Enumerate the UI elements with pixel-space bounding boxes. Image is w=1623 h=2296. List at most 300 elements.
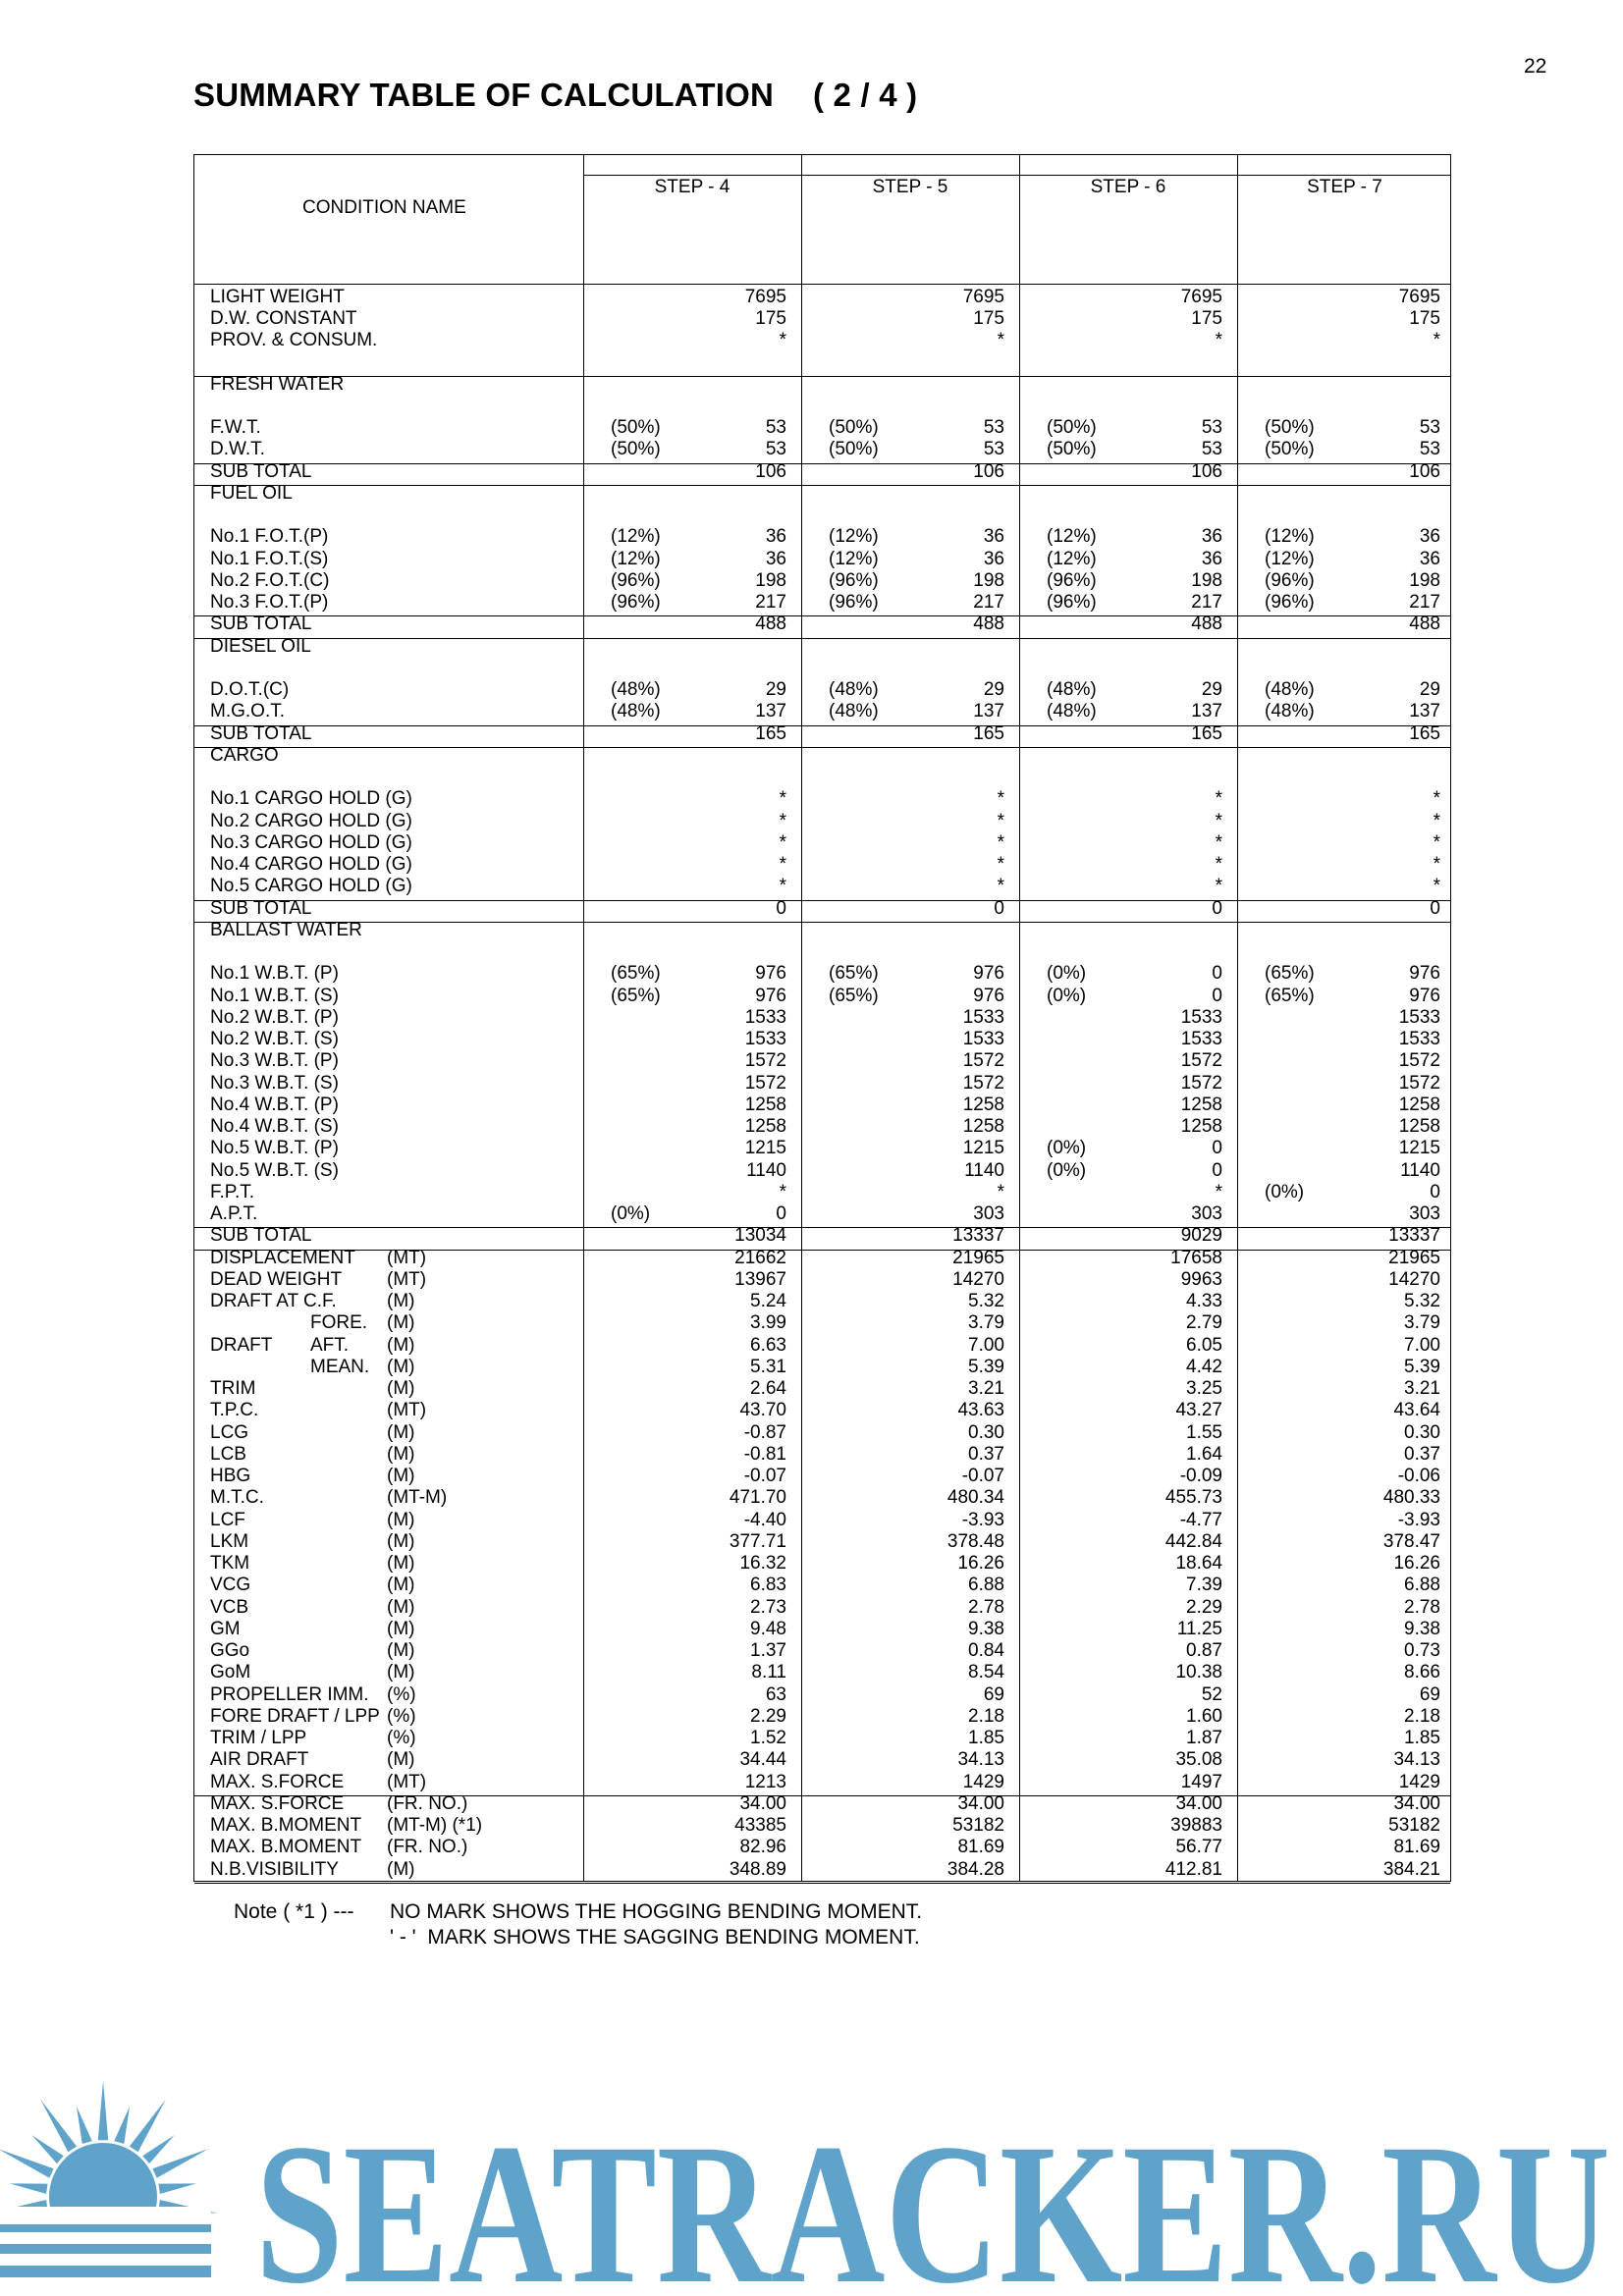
- row-label: F.W.T.: [210, 417, 261, 438]
- cell-percent: (50%): [1047, 439, 1097, 460]
- cell-value: *: [1215, 1181, 1222, 1202]
- note-label: Note ( *1 ) ---: [234, 1900, 354, 1923]
- row-unit: (M): [387, 1334, 415, 1356]
- cell-value: 81.69: [957, 1837, 1004, 1858]
- cell-value: 3.99: [750, 1312, 786, 1334]
- cell-value: 36: [1201, 526, 1222, 548]
- row-divider: [194, 376, 1450, 377]
- cell-value: 53: [983, 417, 1004, 438]
- cell-value: 13034: [734, 1225, 786, 1247]
- cell-value: 43.64: [1393, 1400, 1440, 1421]
- cell-value: 21965: [952, 1247, 1004, 1268]
- row-unit: (M): [387, 1640, 415, 1661]
- row-label: MAX. S.FORCE: [210, 1792, 345, 1814]
- cell-value: *: [779, 788, 786, 810]
- cell-value: 53: [1201, 417, 1222, 438]
- row-label: MAX. B.MOMENT: [210, 1815, 362, 1836]
- cell-value: 1140: [746, 1159, 786, 1181]
- cell-value: 1572: [1180, 1050, 1222, 1072]
- cell-value: 36: [983, 526, 1004, 548]
- cell-value: 1258: [744, 1116, 786, 1137]
- row-label: No.2 CARGO HOLD (G): [210, 810, 412, 831]
- watermark-text: SEATRACKER.RU: [255, 2103, 1610, 2296]
- cell-value: 0: [1430, 1181, 1440, 1202]
- row-label: DIESEL OIL: [210, 635, 311, 657]
- cell-value: 0: [994, 897, 1004, 919]
- cell-value: 165: [1191, 722, 1222, 744]
- cell-value: 3.25: [1186, 1378, 1222, 1399]
- cell-percent: (65%): [611, 963, 661, 985]
- summary-table: [193, 154, 1451, 1882]
- cell-value: *: [997, 788, 1004, 810]
- row-label: SUB TOTAL: [210, 614, 312, 635]
- row-unit: (M): [387, 1378, 415, 1399]
- cell-value: *: [1433, 810, 1440, 831]
- row-unit: (M): [387, 1858, 415, 1880]
- cell-value: 378.48: [947, 1530, 1004, 1552]
- cell-value: 13337: [952, 1225, 1004, 1247]
- cell-value: 1533: [1398, 1029, 1440, 1049]
- step-header: STEP - 7: [1307, 177, 1382, 197]
- cell-value: 2.79: [1186, 1312, 1222, 1334]
- row-label: No.1 F.O.T.(S): [210, 548, 329, 569]
- row-unit: (%): [387, 1683, 416, 1705]
- cell-value: 39883: [1170, 1815, 1222, 1836]
- cell-value: 4.33: [1186, 1291, 1222, 1311]
- cell-percent: (50%): [829, 417, 879, 438]
- cell-value: 1429: [1398, 1771, 1440, 1792]
- cell-value: 0: [1212, 963, 1222, 985]
- cell-value: 175: [1409, 307, 1440, 329]
- cell-value: 488: [755, 614, 786, 635]
- cell-value: 53: [983, 439, 1004, 460]
- cell-value: 471.70: [729, 1487, 786, 1509]
- row-label: SUB TOTAL: [210, 897, 312, 919]
- row-divider: [194, 1795, 1450, 1796]
- cell-value: *: [997, 1181, 1004, 1202]
- row-label: No.1 W.B.T. (S): [210, 985, 339, 1006]
- row-unit: (MT-M): [387, 1487, 448, 1509]
- cell-percent: (12%): [1265, 526, 1315, 548]
- cell-value: 1429: [962, 1771, 1004, 1792]
- cell-value: -0.09: [1179, 1466, 1222, 1486]
- cell-value: 17658: [1170, 1247, 1222, 1268]
- cell-value: 9029: [1180, 1225, 1222, 1247]
- seatracker-watermark: [0, 2059, 1623, 2296]
- cell-value: 43.70: [739, 1400, 786, 1421]
- cell-value: 1572: [744, 1072, 786, 1094]
- cell-value: 29: [1201, 679, 1222, 700]
- cell-value: 165: [973, 722, 1004, 744]
- cell-value: 1.55: [1186, 1421, 1222, 1443]
- cell-value: 1533: [1398, 1006, 1440, 1028]
- sun-ray: [114, 2107, 130, 2144]
- cell-value: 34.13: [957, 1749, 1004, 1771]
- sun-ray: [40, 2100, 77, 2152]
- row-divider: [194, 615, 1450, 616]
- cell-value: 1533: [962, 1006, 1004, 1028]
- cell-percent: (48%): [829, 679, 879, 700]
- cell-value: 303: [1409, 1203, 1440, 1224]
- cell-value: 2.78: [968, 1596, 1004, 1618]
- cell-percent: (12%): [1265, 548, 1315, 569]
- row-unit: (M): [387, 1291, 415, 1311]
- row-divider: [194, 1250, 1450, 1251]
- cell-value: 36: [1419, 548, 1440, 569]
- cell-value: 1572: [962, 1050, 1004, 1072]
- cell-value: 0.30: [968, 1421, 1004, 1443]
- cell-value: 5.24: [750, 1291, 786, 1311]
- cell-value: 34.44: [739, 1749, 786, 1771]
- cell-value: 2.73: [750, 1596, 786, 1618]
- cell-value: 6.83: [750, 1575, 786, 1596]
- cell-value: 8.11: [751, 1662, 786, 1683]
- cell-value: 1533: [1180, 1029, 1222, 1049]
- row-unit: (M): [387, 1596, 415, 1618]
- cell-value: 480.33: [1382, 1487, 1440, 1509]
- cell-value: 1258: [1180, 1094, 1222, 1115]
- note-line-2: ' - ' MARK SHOWS THE SAGGING BENDING MOMENT.: [390, 1926, 920, 1949]
- cell-percent: (96%): [1265, 592, 1315, 613]
- cell-value: 137: [755, 701, 786, 722]
- cell-value: 377.71: [729, 1530, 786, 1552]
- cell-value: 1258: [744, 1094, 786, 1115]
- cell-value: *: [1433, 330, 1440, 350]
- column-divider: [583, 155, 584, 1881]
- cell-value: 303: [1191, 1203, 1222, 1224]
- cell-percent: (65%): [1265, 985, 1315, 1006]
- cell-value: *: [1433, 854, 1440, 875]
- row-unit: (M): [387, 1575, 415, 1596]
- cell-value: 82.96: [739, 1837, 786, 1858]
- cell-value: 217: [1409, 592, 1440, 613]
- row-label: No.1 F.O.T.(P): [210, 526, 329, 548]
- row-label: N.B.VISIBILITY: [210, 1858, 339, 1880]
- row-label: TRIM: [210, 1378, 256, 1399]
- cell-value: 1572: [1398, 1072, 1440, 1094]
- cell-value: 36: [983, 548, 1004, 569]
- row-label: TKM: [210, 1553, 250, 1574]
- cell-value: 175: [755, 307, 786, 329]
- cell-value: 69: [1419, 1683, 1440, 1705]
- cell-percent: (0%): [1047, 1159, 1087, 1181]
- cell-value: 3.21: [1404, 1378, 1440, 1399]
- cell-value: 9.48: [750, 1618, 786, 1639]
- cell-percent: (48%): [1265, 701, 1315, 722]
- cell-value: 1.60: [1186, 1705, 1222, 1727]
- sun-ray: [142, 2135, 174, 2163]
- cell-value: *: [779, 330, 786, 350]
- cell-percent: (50%): [829, 439, 879, 460]
- cell-value: -3.93: [1397, 1509, 1440, 1530]
- row-label: LCF: [210, 1509, 245, 1530]
- cell-value: *: [997, 854, 1004, 875]
- row-label: PROV. & CONSUM.: [210, 330, 378, 350]
- cell-value: 53: [1419, 417, 1440, 438]
- cell-value: *: [997, 876, 1004, 897]
- cell-value: 1.37: [750, 1640, 786, 1661]
- cell-value: 1215: [744, 1138, 786, 1159]
- row-label: LCG: [210, 1421, 249, 1443]
- cell-value: 34.13: [1393, 1749, 1440, 1771]
- row-label: LKM: [210, 1530, 249, 1552]
- cell-value: 106: [1409, 460, 1440, 482]
- cell-value: 9963: [1180, 1268, 1222, 1290]
- row-sublabel: FORE.: [310, 1312, 368, 1334]
- cell-value: 198: [755, 569, 786, 591]
- cell-value: 384.28: [947, 1858, 1004, 1880]
- cell-value: 53: [1201, 439, 1222, 460]
- cell-value: 137: [1409, 701, 1440, 722]
- cell-percent: (48%): [1047, 679, 1097, 700]
- cell-value: 137: [1191, 701, 1222, 722]
- row-sublabel: AFT.: [310, 1334, 350, 1356]
- cell-value: 36: [765, 548, 786, 569]
- cell-value: 3.79: [1404, 1312, 1440, 1334]
- row-label: No.1 CARGO HOLD (G): [210, 788, 412, 810]
- cell-value: *: [1215, 788, 1222, 810]
- row-label: CARGO: [210, 744, 279, 766]
- column-divider: [801, 155, 802, 1881]
- cell-value: -4.40: [743, 1509, 786, 1530]
- cell-value: 35.08: [1175, 1749, 1222, 1771]
- cell-value: 63: [765, 1683, 786, 1705]
- cell-value: 976: [973, 963, 1004, 985]
- cell-value: 1140: [964, 1159, 1004, 1181]
- cell-value: 5.32: [968, 1291, 1004, 1311]
- note-line-1: NO MARK SHOWS THE HOGGING BENDING MOMENT.: [390, 1900, 923, 1923]
- row-label: GM: [210, 1618, 241, 1639]
- row-unit: (M): [387, 1530, 415, 1552]
- row-label: No.4 W.B.T. (S): [210, 1116, 339, 1137]
- row-unit: (M): [387, 1466, 415, 1486]
- cell-value: 53182: [1388, 1815, 1440, 1836]
- cell-percent: (96%): [829, 569, 879, 591]
- cell-value: 43.27: [1175, 1400, 1222, 1421]
- row-label: M.T.C.: [210, 1487, 264, 1509]
- cell-value: 442.84: [1164, 1530, 1222, 1552]
- cell-value: 6.05: [1186, 1334, 1222, 1356]
- row-label: LCB: [210, 1443, 246, 1465]
- row-label: M.G.O.T.: [210, 701, 285, 722]
- cell-value: 6.63: [750, 1334, 786, 1356]
- row-label: VCB: [210, 1596, 249, 1618]
- sun-ray: [130, 2100, 166, 2152]
- sun-ray: [98, 2081, 108, 2140]
- cell-value: 137: [973, 701, 1004, 722]
- cell-value: 13967: [734, 1268, 786, 1290]
- cell-value: 6.88: [968, 1575, 1004, 1596]
- cell-value: 384.21: [1382, 1858, 1440, 1880]
- row-label: SUB TOTAL: [210, 460, 312, 482]
- row-label: SUB TOTAL: [210, 722, 312, 744]
- cell-value: 0.30: [1404, 1421, 1440, 1443]
- cell-value: 165: [755, 722, 786, 744]
- cell-percent: (0%): [1047, 1138, 1087, 1159]
- row-label: F.P.T.: [210, 1181, 255, 1202]
- cell-value: 0.73: [1404, 1640, 1440, 1661]
- row-label: BALLAST WATER: [210, 919, 362, 940]
- row-label: DRAFT AT C.F.: [210, 1291, 337, 1311]
- cell-value: 0: [1212, 897, 1222, 919]
- sun-ray: [0, 2149, 54, 2178]
- cell-value: *: [1433, 831, 1440, 853]
- cell-value: 976: [755, 963, 786, 985]
- cell-value: *: [779, 810, 786, 831]
- cell-value: 29: [983, 679, 1004, 700]
- row-label: No.3 W.B.T. (S): [210, 1072, 339, 1094]
- cell-value: 36: [1419, 526, 1440, 548]
- row-unit: (M): [387, 1443, 415, 1465]
- row-label: No.5 CARGO HOLD (G): [210, 876, 412, 897]
- cell-value: 5.31: [750, 1356, 786, 1377]
- row-divider: [194, 463, 1450, 464]
- cell-percent: (50%): [1047, 417, 1097, 438]
- cell-percent: (96%): [611, 592, 661, 613]
- cell-percent: (48%): [611, 679, 661, 700]
- row-divider: [194, 922, 1450, 923]
- cell-value: 1572: [1180, 1072, 1222, 1094]
- row-label: No.3 CARGO HOLD (G): [210, 831, 412, 853]
- cell-value: 2.29: [1186, 1596, 1222, 1618]
- cell-value: *: [779, 1181, 786, 1202]
- cell-value: 1533: [962, 1029, 1004, 1049]
- row-label: No.3 F.O.T.(P): [210, 592, 329, 613]
- row-label: FUEL OIL: [210, 482, 293, 504]
- cell-value: 1.87: [1186, 1728, 1222, 1748]
- sun-logo: [0, 2081, 218, 2296]
- cell-value: 14270: [1388, 1268, 1440, 1290]
- cell-value: 106: [755, 460, 786, 482]
- row-divider: [194, 725, 1450, 726]
- cell-value: 5.39: [968, 1356, 1004, 1377]
- row-label: No.5 W.B.T. (S): [210, 1159, 339, 1181]
- sun-ray: [10, 2183, 48, 2194]
- cell-value: 1258: [1180, 1116, 1222, 1137]
- cell-value: *: [997, 831, 1004, 853]
- cell-percent: (96%): [1047, 592, 1097, 613]
- row-unit: (%): [387, 1728, 416, 1748]
- row-label: GGo: [210, 1640, 250, 1661]
- step-header: STEP - 5: [872, 177, 948, 197]
- sun-ray: [31, 2135, 63, 2163]
- cell-percent: (0%): [1047, 963, 1087, 985]
- cell-value: *: [1215, 854, 1222, 875]
- row-unit: (MT): [387, 1400, 427, 1421]
- cell-value: *: [1433, 788, 1440, 810]
- page-number: 22: [1524, 55, 1547, 78]
- cell-value: -0.07: [961, 1466, 1004, 1486]
- cell-value: 1.64: [1186, 1443, 1222, 1465]
- cell-value: 7.39: [1186, 1575, 1222, 1596]
- cell-value: 455.73: [1164, 1487, 1222, 1509]
- cell-percent: (50%): [611, 439, 661, 460]
- cell-value: -4.77: [1179, 1509, 1222, 1530]
- cell-value: 9.38: [968, 1618, 1004, 1639]
- cell-value: 8.66: [1404, 1662, 1440, 1683]
- cell-value: 43385: [734, 1815, 786, 1836]
- cell-percent: (96%): [1265, 569, 1315, 591]
- cell-value: 36: [1201, 548, 1222, 569]
- row-label: No.2 W.B.T. (P): [210, 1006, 339, 1028]
- cell-value: 1533: [1180, 1006, 1222, 1028]
- cell-value: 34.00: [1393, 1792, 1440, 1814]
- row-unit: (MT): [387, 1247, 427, 1268]
- cell-percent: (48%): [1265, 679, 1315, 700]
- cell-value: 53: [765, 439, 786, 460]
- cell-value: 198: [973, 569, 1004, 591]
- row-divider: [194, 900, 1450, 901]
- cell-value: 18.64: [1175, 1553, 1222, 1574]
- cell-percent: (96%): [1047, 569, 1097, 591]
- sun-ray: [77, 2107, 92, 2144]
- row-label: GoM: [210, 1662, 251, 1683]
- cell-value: 303: [973, 1203, 1004, 1224]
- row-label: No.2 W.B.T. (S): [210, 1029, 339, 1049]
- row-label: No.5 W.B.T. (P): [210, 1138, 339, 1159]
- cell-value: -0.06: [1397, 1466, 1440, 1486]
- row-unit: (FR. NO.): [387, 1792, 468, 1814]
- cell-percent: (12%): [1047, 548, 1097, 569]
- cell-value: 0.87: [1186, 1640, 1222, 1661]
- cell-value: 1258: [1398, 1094, 1440, 1115]
- cell-value: 11.25: [1176, 1618, 1222, 1639]
- cell-value: 175: [973, 307, 1004, 329]
- cell-value: 7695: [1180, 286, 1222, 307]
- cell-value: 2.18: [1404, 1705, 1440, 1727]
- sun-ray: [158, 2183, 196, 2194]
- cell-value: 29: [765, 679, 786, 700]
- cell-percent: (12%): [1047, 526, 1097, 548]
- cell-value: 2.18: [968, 1705, 1004, 1727]
- cell-value: 7695: [1398, 286, 1440, 307]
- cell-value: *: [779, 876, 786, 897]
- cell-value: 7695: [962, 286, 1004, 307]
- condition-name-header: CONDITION NAME: [302, 197, 466, 218]
- cell-value: 0: [1430, 897, 1440, 919]
- cell-value: -0.07: [743, 1466, 786, 1486]
- row-label: No.2 F.O.T.(C): [210, 569, 330, 591]
- cell-value: 1533: [744, 1006, 786, 1028]
- cell-value: 81.69: [1393, 1837, 1440, 1858]
- cell-value: 488: [1191, 614, 1222, 635]
- cell-value: 16.32: [739, 1553, 786, 1574]
- cell-value: 21662: [734, 1247, 786, 1268]
- cell-value: 488: [973, 614, 1004, 635]
- cell-value: 378.47: [1382, 1530, 1440, 1552]
- row-label: A.P.T.: [210, 1203, 258, 1224]
- cell-value: -3.93: [961, 1509, 1004, 1530]
- cell-percent: (0%): [1265, 1181, 1305, 1202]
- row-label: MAX. B.MOMENT: [210, 1837, 362, 1858]
- sun-ray: [152, 2149, 208, 2178]
- cell-value: 0: [1212, 985, 1222, 1006]
- cell-value: 69: [983, 1683, 1004, 1705]
- cell-percent: (65%): [1265, 963, 1315, 985]
- cell-value: 348.89: [729, 1858, 786, 1880]
- cell-value: 1572: [1398, 1050, 1440, 1072]
- cell-value: 0: [776, 897, 786, 919]
- cell-value: *: [1215, 831, 1222, 853]
- cell-value: 5.39: [1404, 1356, 1440, 1377]
- row-unit: (M): [387, 1618, 415, 1639]
- cell-value: 53: [1419, 439, 1440, 460]
- cell-value: 7695: [744, 286, 786, 307]
- cell-value: 13337: [1388, 1225, 1440, 1247]
- header-divider: [583, 175, 1450, 176]
- cell-percent: (48%): [1047, 701, 1097, 722]
- row-unit: (M): [387, 1553, 415, 1574]
